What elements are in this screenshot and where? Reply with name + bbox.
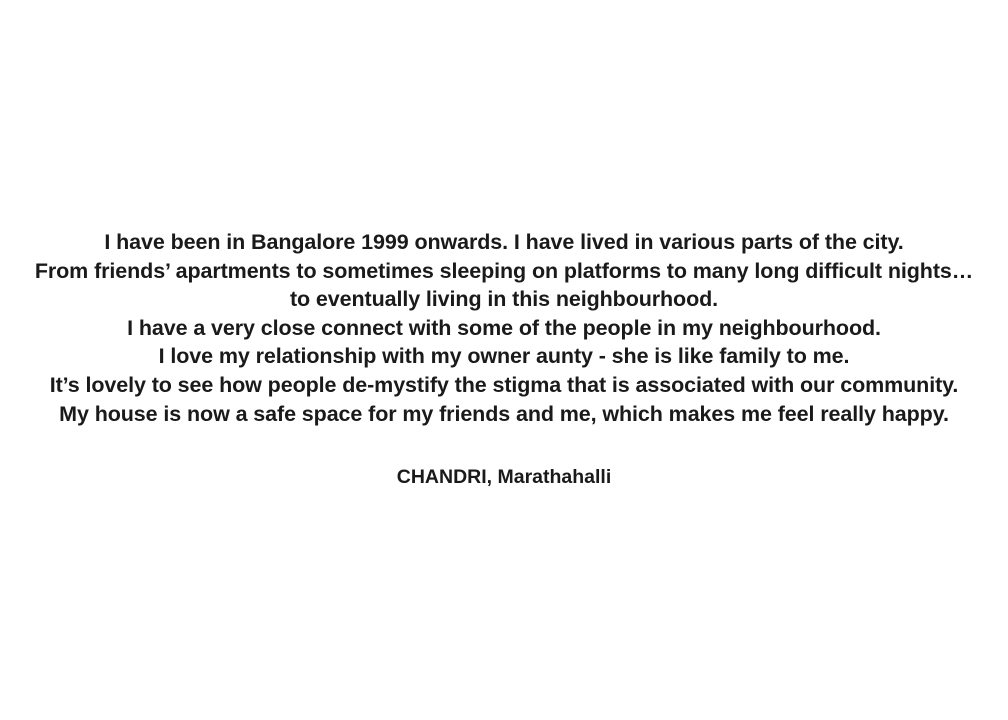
quote-line: I have been in Bangalore 1999 onwards. I have lived in various parts of the city.: [104, 230, 904, 254]
quote-line: From friends’ apartments to sometimes sleeping on platforms to many long difficult nights…: [34, 258, 974, 283]
quote-block: [0, 228, 1008, 428]
quote-line: I love my relationship with my owner aunty - she is like family to me.: [158, 344, 850, 369]
quote-line: It’s lovely to see how people de-mystify the stigma that is associated with our community.: [49, 372, 959, 397]
quote-line: I have a very close connect with some of the people in my neighbourhood.: [127, 315, 881, 340]
quote-attribution: CHANDRI, Marathahalli: [396, 466, 612, 488]
quote-line: to eventually living in this neighbourhood.: [289, 287, 719, 312]
quote-line: My house is now a safe space for my friends and me, which makes me feel really happy.: [59, 401, 949, 426]
